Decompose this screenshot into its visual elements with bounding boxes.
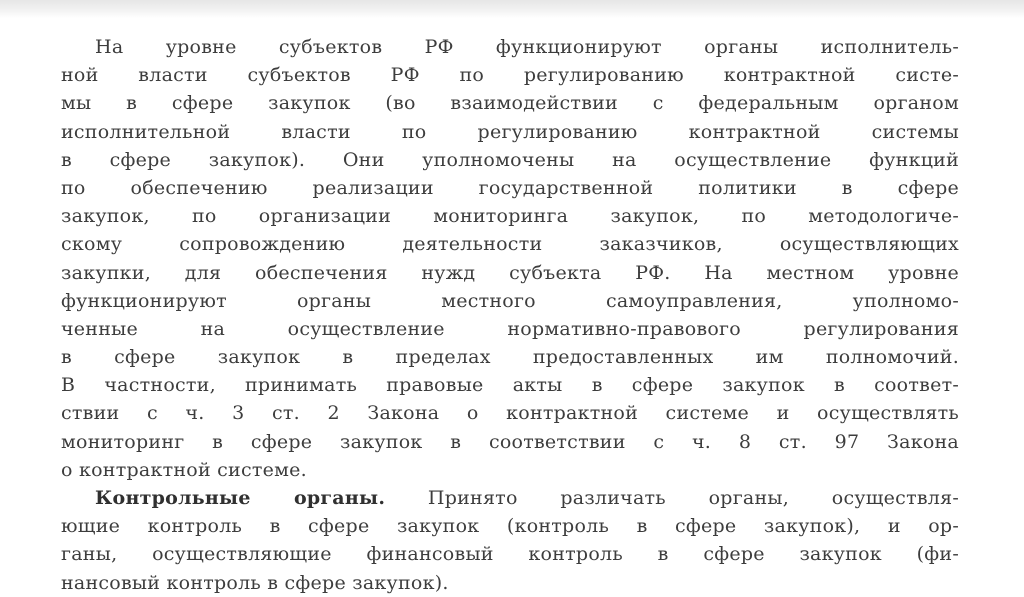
text-line: На уровне субъектов РФ функционируют органы исполнитель-	[95, 36, 959, 58]
text-line: ной власти субъектов РФ по регулированию контрактной систе-	[61, 64, 959, 87]
paragraph-control-bodies	[61, 484, 959, 597]
text-line: исполнительной власти по регулированию контрактной системы	[61, 120, 959, 143]
text-line: мониторинг в сфере закупок в соответствии с ч. 8 ст. 97 Закона	[61, 430, 959, 453]
text-line: функционируют органы местного самоуправления, уполномо-	[61, 289, 959, 312]
text-line: ченные на осуществление нормативно-правового регулирования	[61, 317, 959, 340]
text-line: ганы, осуществляющие финансовый контроль в сфере закупок (фи-	[61, 543, 959, 566]
text-line	[61, 484, 959, 512]
text-line: нансовый контроль в сфере закупок).	[61, 571, 449, 594]
paragraph-subjects	[61, 33, 959, 484]
text-line: о контрактной системе.	[61, 458, 307, 481]
text-line: В частности, принимать правовые акты в сфере закупок в соответ-	[61, 374, 959, 397]
text-line: закупки, для обеспечения нужд субъекта РФ. На местном уровне	[61, 261, 959, 284]
section-heading: Контрольные органы.	[95, 487, 386, 509]
text-line: мы в сфере закупок (во взаимодействии с федеральным органом	[61, 92, 959, 115]
text-line: по обеспечению реализации государственной политики в сфере	[61, 176, 959, 199]
document-page	[61, 33, 959, 597]
top-shadow-bar	[0, 0, 1024, 18]
text-line: скому сопровождению деятельности заказчиков, осуществляющих	[61, 233, 959, 256]
text-line: в сфере закупок в пределах предоставленных им полномочий.	[61, 346, 959, 369]
text-line: ствии с ч. 3 ст. 2 Закона о контрактной системе и осуществлять	[61, 402, 959, 425]
heading-line-rest: Принято различать органы, осуществля-	[385, 487, 959, 509]
text-line: ющие контроль в сфере закупок (контроль в сфере закупок), и ор-	[61, 515, 959, 538]
text-line: в сфере закупок). Они уполномочены на осуществление функций	[61, 148, 959, 171]
text-line: закупок, по организации мониторинга закупок, по методологиче-	[61, 205, 959, 228]
